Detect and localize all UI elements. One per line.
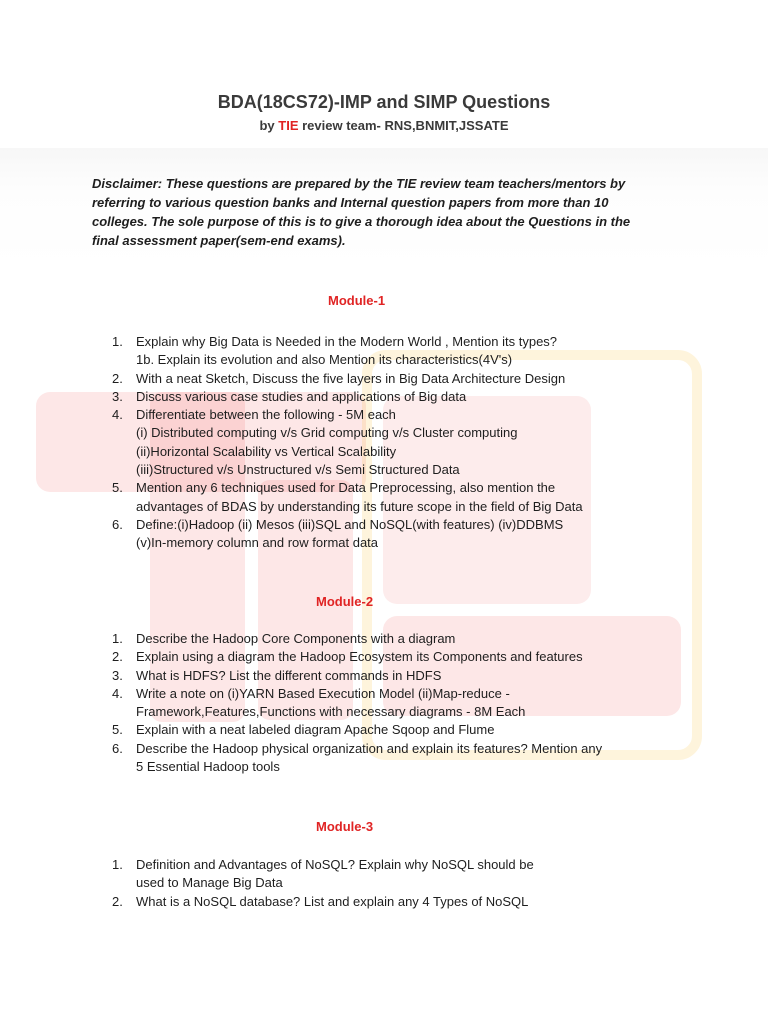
question-item bbox=[112, 333, 652, 370]
question-item bbox=[112, 856, 652, 893]
question-text: Differentiate between the following - 5M each (i) Distributed computing v/s Grid computing v/s Cluster computing (ii)Horizontal Scalability vs Vertical Scalability (iii)Structured v/s Unstructured v/s Semi Structured Data bbox=[136, 407, 518, 478]
question-item bbox=[112, 721, 652, 739]
question-number: 1. bbox=[112, 857, 123, 872]
question-text: Mention any 6 techniques used for Data Preprocessing, also mention the advantages of BDAS by understanding its future scope in the field of Big Data bbox=[136, 480, 583, 514]
question-text: Explain with a neat labeled diagram Apache Sqoop and Flume bbox=[136, 722, 495, 738]
question-number: 6. bbox=[112, 516, 123, 532]
byline-brand: TIE bbox=[278, 118, 299, 133]
byline-prefix: by bbox=[259, 118, 279, 133]
question-number: 2. bbox=[112, 893, 123, 909]
question-number: 2. bbox=[112, 649, 123, 665]
question-item bbox=[112, 667, 652, 685]
question-text: Describe the Hadoop physical organization and explain its features? Mention any 5 Essential Hadoop tools bbox=[136, 740, 603, 775]
question-text: What is HDFS? List the different commands in HDFS bbox=[136, 667, 442, 683]
question-item bbox=[112, 893, 652, 911]
question-item bbox=[112, 516, 652, 553]
question-number: 4. bbox=[112, 407, 123, 423]
module-3-heading: Module-3 bbox=[316, 819, 374, 834]
module-2-heading: Module-2 bbox=[316, 594, 374, 609]
question-item bbox=[112, 479, 652, 516]
byline-suffix: review team- RNS,BNMIT,JSSATE bbox=[298, 118, 509, 133]
question-text: Discuss various case studies and applications of Big data bbox=[136, 388, 467, 404]
question-text: What is a NoSQL database? List and explain any 4 Types of NoSQL bbox=[136, 893, 529, 909]
question-text: Definition and Advantages of NoSQL? Explain why NoSQL should be used to Manage Big Data bbox=[136, 857, 534, 891]
question-number: 1. bbox=[112, 631, 123, 646]
question-number: 4. bbox=[112, 685, 123, 701]
question-item bbox=[112, 406, 652, 479]
module-3-question-list bbox=[112, 856, 652, 911]
question-text: Write a note on (i)YARN Based Execution Model (ii)Map-reduce - Framework,Features,Functions with necessary diagrams - 8M Each bbox=[136, 685, 526, 720]
question-number: 1. bbox=[112, 334, 123, 349]
question-number: 3. bbox=[112, 667, 123, 683]
question-item bbox=[112, 370, 652, 388]
module-1-heading: Module-1 bbox=[328, 293, 386, 308]
document-title: BDA(18CS72)-IMP and SIMP Questions bbox=[217, 92, 551, 112]
module-1-question-list bbox=[112, 333, 652, 553]
module-2-question-list bbox=[112, 630, 652, 776]
question-text: Describe the Hadoop Core Components with a diagram bbox=[136, 631, 456, 646]
question-text: With a neat Sketch, Discuss the five layers in Big Data Architecture Design bbox=[136, 370, 566, 386]
question-number: 2. bbox=[112, 370, 123, 386]
question-number: 6. bbox=[112, 740, 123, 756]
document-header bbox=[0, 88, 768, 136]
question-item bbox=[112, 648, 652, 666]
question-text: Explain why Big Data is Needed in the Modern World , Mention its types? 1b. Explain its evolution and also Mention its characteristics(4V's) bbox=[136, 334, 558, 368]
question-number: 5. bbox=[112, 722, 123, 738]
question-text: Explain using a diagram the Hadoop Ecosystem its Components and features bbox=[136, 649, 583, 665]
question-item bbox=[112, 740, 652, 777]
question-item bbox=[112, 685, 652, 722]
document-byline bbox=[0, 116, 768, 136]
question-item bbox=[112, 388, 652, 406]
question-number: 5. bbox=[112, 480, 123, 496]
question-number: 3. bbox=[112, 388, 123, 404]
disclaimer-text: Disclaimer: These questions are prepared by the TIE review team teachers/mentors by referring to various question banks and Internal question papers from more than 10 colleges. The sole purpose of this is to give a thorough idea about the Questions in the final assessment paper(sem-end exams). bbox=[92, 176, 631, 248]
question-text: Define:(i)Hadoop (ii) Mesos (iii)SQL and NoSQL(with features) (iv)DDBMS (v)In-memory column and row format data bbox=[136, 516, 564, 551]
question-item bbox=[112, 630, 652, 648]
